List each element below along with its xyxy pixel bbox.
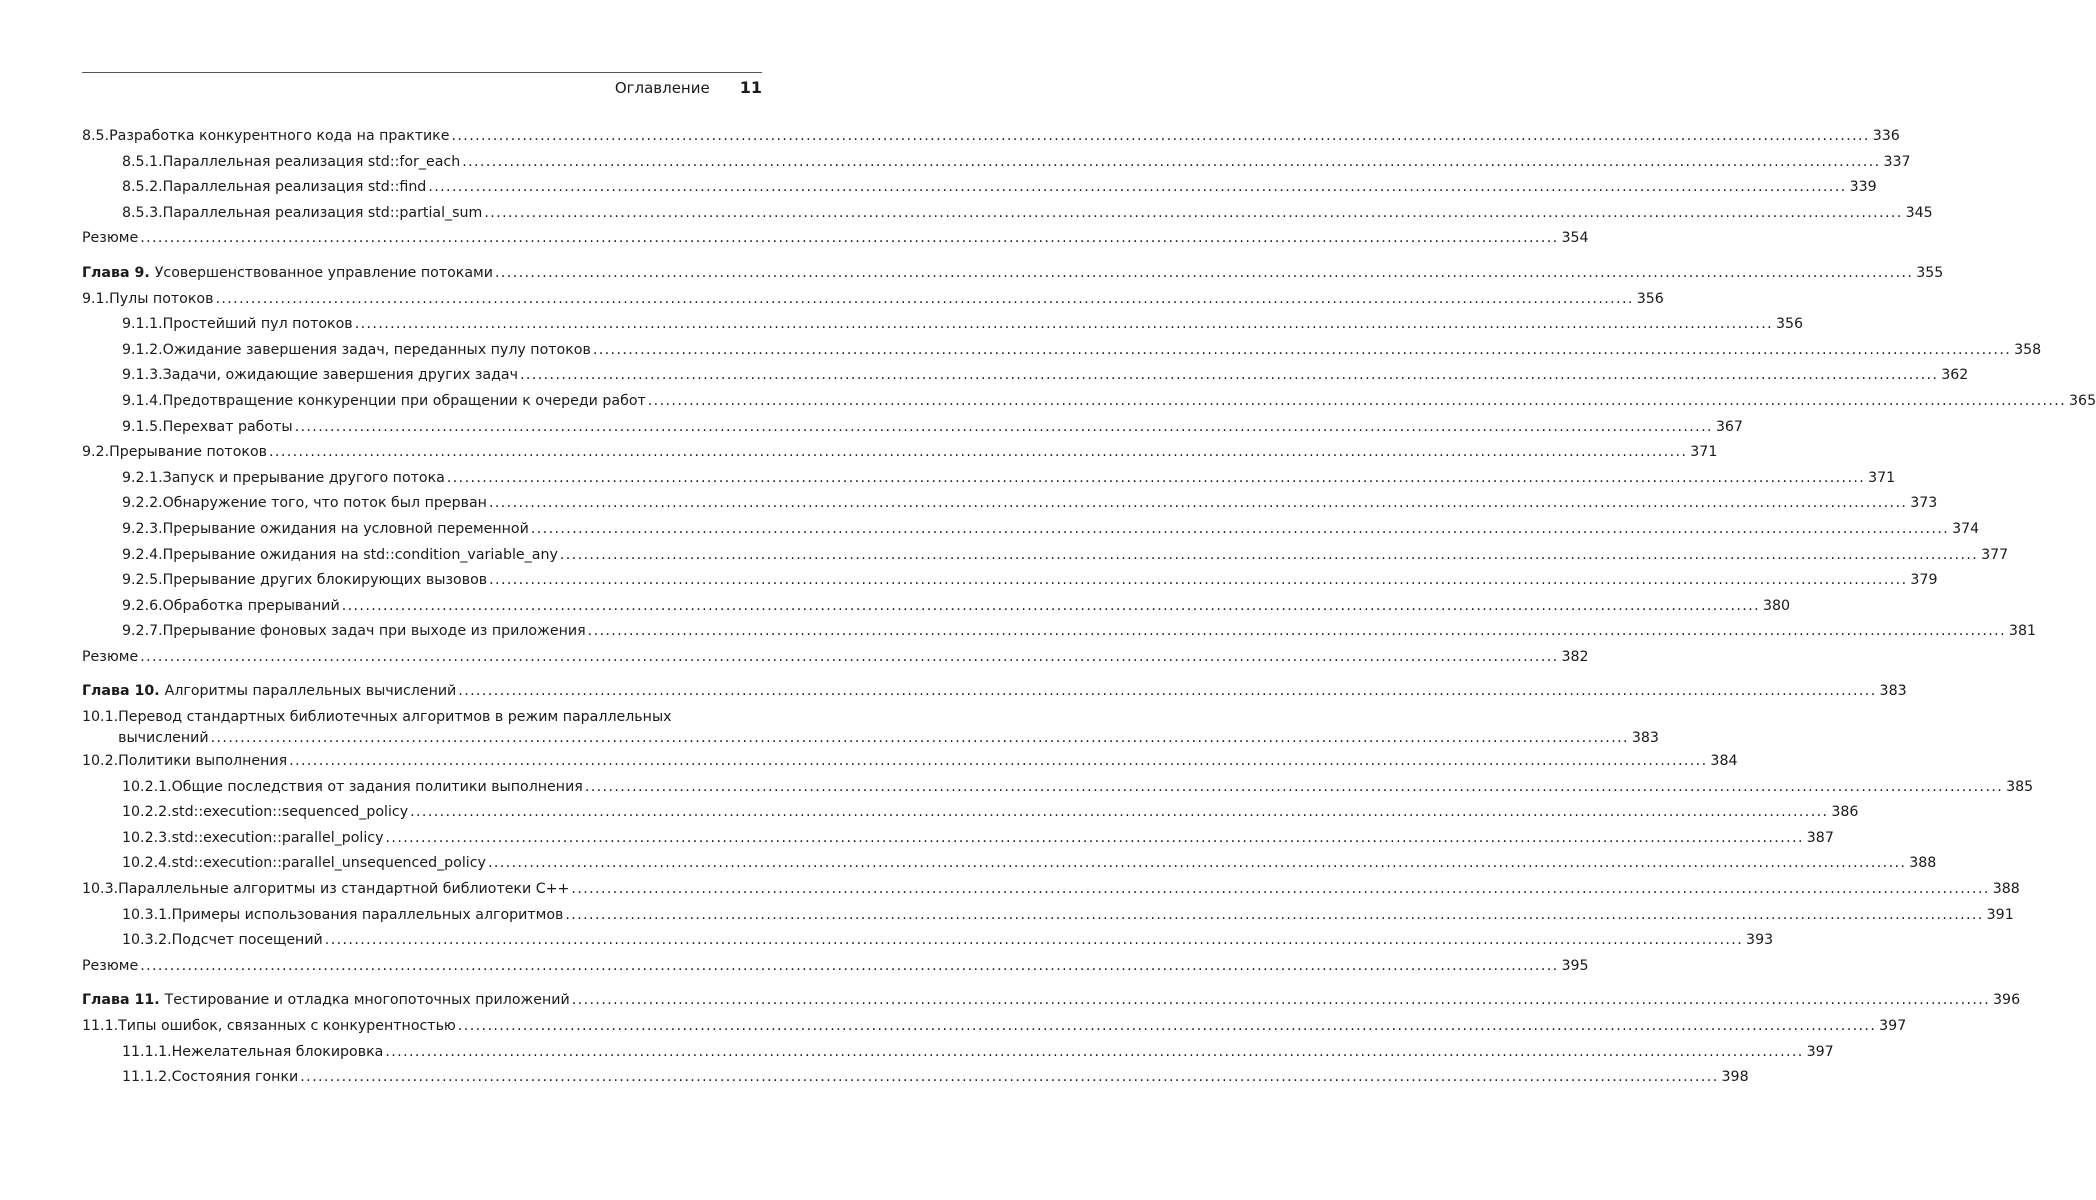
entry-title: std::execution::parallel_policy: [171, 829, 384, 846]
entry-page: 384: [1710, 753, 1738, 770]
entry-title: Перевод стандартных библиотечных алгоритмов в режим параллельных: [118, 709, 672, 726]
dot-leader: [386, 826, 1804, 852]
entry-title: Прерывание потоков: [109, 444, 267, 461]
entry-page: 358: [2014, 341, 2042, 358]
dot-leader: [585, 775, 2003, 801]
toc-entry[interactable]: [82, 338, 2042, 364]
entry-page: 356: [1775, 316, 1804, 333]
entry-page: 388: [1992, 881, 2020, 898]
toc-entry[interactable]: [82, 491, 1938, 517]
toc-entry[interactable]: [82, 415, 1743, 441]
toc-entry[interactable]: [82, 568, 1938, 594]
entry-number: 9.2.1.: [122, 469, 163, 486]
entry-number: 9.2.: [82, 444, 110, 461]
dot-leader: [428, 175, 1846, 201]
toc-entry[interactable]: [82, 517, 1980, 543]
entry-title: Параллельная реализация std::for_each: [162, 153, 461, 170]
entry-page: 373: [1910, 495, 1938, 512]
entry-title: Прерывание других блокирующих вызовов: [162, 572, 488, 589]
dot-leader: [140, 954, 1558, 980]
entry-title: Прерывание фоновых задач при выходе из приложения: [162, 623, 586, 640]
entry-number: 9.2.2.: [122, 495, 163, 512]
entry-number: 10.3.1.: [122, 906, 172, 923]
entry-number: 9.1.5.: [122, 418, 163, 435]
entry-number: 9.2.6.: [122, 597, 163, 614]
entry-number: 10.2.3.: [122, 829, 172, 846]
entry-page: 383: [1879, 683, 1907, 700]
entry-number: 11.1.1.: [122, 1043, 172, 1060]
dot-leader: [572, 988, 1990, 1014]
toc-entry[interactable]: [82, 988, 2021, 1014]
dot-leader: [140, 645, 1558, 671]
dot-leader: [300, 1065, 1718, 1091]
dot-leader: [211, 727, 1629, 749]
dot-leader: [565, 903, 1983, 929]
toc-entry[interactable]: [82, 800, 1859, 826]
entry-title: Резюме: [82, 648, 139, 665]
entry-title: std::execution::parallel_unsequenced_policy: [171, 855, 486, 872]
entry-title: Параллельные алгоритмы из стандартной библиотеки C++: [118, 881, 570, 898]
dot-leader: [588, 619, 2006, 645]
running-header: [615, 78, 762, 97]
dot-leader: [488, 851, 1906, 877]
entry-number: 9.2.5.: [122, 572, 163, 589]
entry-title: Разработка конкурентного кода на практике: [109, 128, 450, 144]
dot-leader: [593, 338, 2011, 364]
entry-page: 356: [1636, 290, 1664, 307]
entry-title: Подсчет посещений: [171, 932, 323, 949]
entry-title: Пулы потоков: [109, 290, 214, 307]
toc-entry[interactable]: [82, 645, 1589, 671]
toc-entry[interactable]: [82, 466, 1896, 492]
entry-title: Нежелательная блокировка: [171, 1043, 384, 1060]
entry-number: 9.1.4.: [122, 392, 163, 409]
chapter-label: Глава 9.: [82, 264, 150, 281]
entry-title: Резюме: [82, 957, 139, 974]
dot-leader: [531, 517, 1949, 543]
entry-number: 8.5.3.: [122, 204, 163, 221]
entry-page: 379: [1910, 572, 1938, 589]
toc-entry[interactable]: [82, 679, 1907, 705]
entry-number: 9.1.1.: [122, 316, 163, 333]
entry-page: 380: [1762, 597, 1791, 614]
dot-leader: [447, 466, 1865, 492]
entry-page: 339: [1849, 179, 1877, 196]
entry-number: 10.2.: [82, 753, 119, 770]
toc-entry[interactable]: [82, 619, 2037, 645]
entry-page: 374: [1952, 520, 1980, 537]
toc-entry[interactable]: [82, 1040, 1834, 1066]
toc-entry[interactable]: [82, 287, 1664, 313]
chapter-label: Глава 10.: [82, 683, 160, 700]
dot-leader: [215, 287, 1633, 313]
entry-page: 345: [1905, 204, 1933, 221]
entry-page: 365: [2069, 392, 2096, 409]
entry-number: 9.2.7.: [122, 623, 163, 640]
entry-page: 337: [1883, 153, 1911, 170]
entry-title: Алгоритмы параллельных вычислений: [164, 683, 457, 700]
entry-title: Типы ошибок, связанных с конкурентностью: [118, 1018, 456, 1034]
entry-title: Общие последствия от задания политики выполнения: [171, 778, 583, 795]
entry-number: 10.3.2.: [122, 932, 172, 949]
dot-leader: [140, 226, 1558, 252]
entry-page: 396: [1993, 992, 2021, 1009]
entry-title: Обработка прерываний: [162, 597, 340, 614]
dot-leader: [484, 201, 1902, 227]
dot-leader: [462, 150, 1880, 176]
dot-leader: [342, 594, 1760, 620]
entry-page: 371: [1690, 444, 1718, 461]
toc-entry[interactable]: [82, 877, 2020, 903]
entry-number: 10.2.2.: [122, 804, 172, 821]
dot-leader: [489, 491, 1907, 517]
entry-page: 383: [1631, 730, 1659, 747]
entry-number: 8.5.1.: [122, 153, 163, 170]
entry-page: 367: [1715, 418, 1743, 435]
entry-title: Параллельная реализация std::find: [162, 179, 427, 196]
table-of-contents: [82, 124, 2096, 1091]
entry-title: Прерывание ожидания на условной переменной: [162, 520, 529, 537]
dot-leader: [520, 363, 1938, 389]
toc-entry[interactable]: [82, 775, 2034, 801]
dot-leader: [289, 749, 1707, 775]
entry-number: 9.1.2.: [122, 341, 163, 358]
toc-entry[interactable]: [82, 928, 1774, 954]
toc-entry[interactable]: [82, 1065, 1749, 1091]
toc-entry[interactable]: [82, 1014, 1907, 1040]
toc-entry[interactable]: [82, 903, 2014, 929]
dot-leader: [495, 261, 1913, 287]
toc-entry[interactable]: [82, 389, 2096, 415]
entry-page: 354: [1561, 230, 1589, 247]
entry-page: 377: [1981, 546, 2009, 563]
header-rule: [82, 72, 762, 73]
entry-title: Состояния гонки: [171, 1069, 299, 1086]
entry-number: 9.1.: [82, 290, 110, 307]
dot-leader: [458, 1014, 1876, 1040]
entry-title: Задачи, ожидающие завершения других задач: [162, 367, 518, 384]
entry-page: 388: [1909, 855, 1937, 872]
toc-entry[interactable]: [82, 363, 1969, 389]
toc-entry[interactable]: [82, 175, 1877, 201]
dot-leader: [355, 312, 1773, 338]
dot-leader: [648, 389, 2066, 415]
entry-page: 381: [2008, 623, 2037, 640]
entry-number: 10.2.4.: [122, 855, 172, 872]
entry-number: 8.5.: [82, 128, 110, 144]
entry-number: 10.1.: [82, 709, 119, 726]
entry-title: Параллельная реализация std::partial_sum: [162, 204, 483, 221]
entry-page: 391: [1986, 906, 2014, 923]
entry-page: 393: [1746, 932, 1774, 949]
entry-page: 397: [1806, 1043, 1834, 1060]
entry-title: Усовершенствованное управление потоками: [154, 264, 493, 281]
dot-leader: [410, 800, 1828, 826]
entry-page: 385: [2006, 778, 2034, 795]
entry-number: 9.2.3.: [122, 520, 163, 537]
toc-entry[interactable]: [82, 312, 1804, 338]
entry-title: Простейший пул потоков: [162, 316, 353, 333]
entry-title: Тестирование и отладка многопоточных приложений: [164, 992, 570, 1009]
entry-title: Запуск и прерывание другого потока: [162, 469, 445, 486]
entry-page: 382: [1561, 648, 1589, 665]
entry-number: 9.1.3.: [122, 367, 163, 384]
entry-page: 386: [1831, 804, 1859, 821]
entry-number: 8.5.2.: [122, 179, 163, 196]
dot-leader: [269, 440, 1687, 466]
toc-entry[interactable]: [82, 543, 2009, 569]
entry-title: Резюме: [82, 230, 139, 247]
entry-title-continued: вычислений: [118, 730, 209, 747]
dot-leader: [295, 415, 1713, 441]
entry-number: 9.2.4.: [122, 546, 163, 563]
toc-entry[interactable]: [82, 749, 1738, 775]
toc-entry[interactable]: [82, 594, 1791, 620]
toc-entry[interactable]: [82, 826, 1834, 852]
toc-entry[interactable]: [82, 851, 1937, 877]
toc-entry[interactable]: [82, 954, 1589, 980]
dot-leader: [571, 877, 1989, 903]
entry-title: Предотвращение конкуренции при обращении к очереди работ: [162, 392, 646, 409]
toc-entry[interactable]: [82, 150, 1911, 176]
dot-leader: [560, 543, 1978, 569]
entry-number: 11.1.: [82, 1018, 119, 1034]
entry-title: std::execution::sequenced_policy: [171, 804, 409, 821]
entry-page: 362: [1941, 367, 1969, 384]
dot-leader: [325, 928, 1743, 954]
entry-number: 10.3.: [82, 881, 119, 898]
toc-entry[interactable]: [82, 226, 1589, 252]
entry-page: 371: [1868, 469, 1896, 486]
entry-title: Ожидание завершения задач, переданных пулу потоков: [162, 341, 591, 358]
entry-number: 11.1.2.: [122, 1069, 172, 1086]
entry-title: Перехват работы: [162, 418, 293, 435]
page-number: 11: [739, 78, 762, 97]
toc-entry[interactable]: [82, 705, 1659, 749]
entry-page: 387: [1806, 829, 1834, 846]
entry-page: 395: [1561, 957, 1589, 974]
dot-leader: [489, 568, 1907, 594]
entry-page: 398: [1721, 1069, 1749, 1086]
toc-entry[interactable]: [82, 201, 1933, 227]
chapter-label: Глава 11.: [82, 992, 160, 1009]
toc-entry[interactable]: [82, 261, 1944, 287]
entry-page: 355: [1916, 264, 1944, 281]
entry-title: Примеры использования параллельных алгоритмов: [171, 906, 564, 923]
toc-entry[interactable]: [82, 440, 1718, 466]
dot-leader: [451, 124, 1869, 150]
entry-title: Обнаружение того, что поток был прерван: [162, 495, 487, 512]
entry-title: Политики выполнения: [118, 753, 288, 770]
entry-page: 397: [1879, 1018, 1907, 1034]
entry-page: 336: [1872, 128, 1900, 144]
toc-entry[interactable]: [82, 124, 1900, 150]
dot-leader: [385, 1040, 1803, 1066]
entry-number: 10.2.1.: [122, 778, 172, 795]
running-header-title: Оглавление: [614, 79, 710, 97]
dot-leader: [458, 679, 1876, 705]
entry-title: Прерывание ожидания на std::condition_variable_any: [162, 546, 558, 563]
